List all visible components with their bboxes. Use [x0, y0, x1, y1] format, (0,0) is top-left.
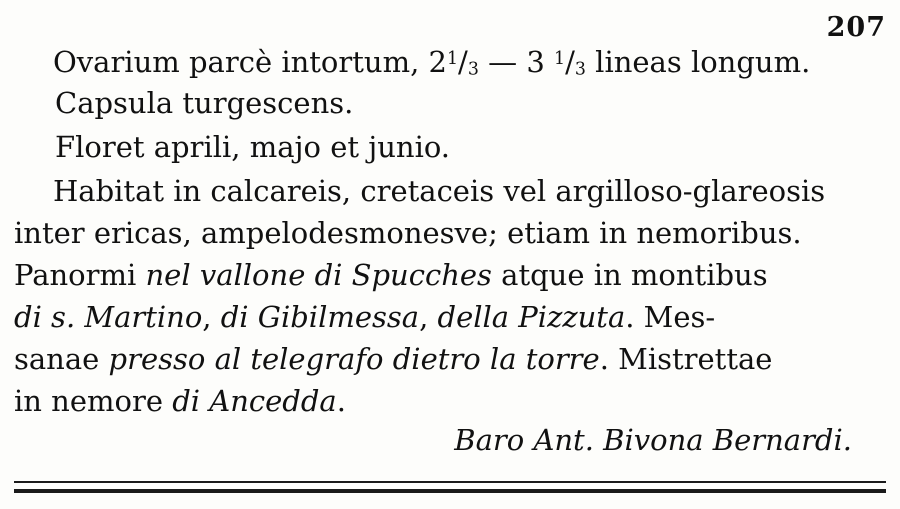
fraction-1-numerator: 1 [446, 49, 459, 69]
fraction-2: $^1/_3$ [554, 44, 586, 80]
text-line-nemore [14, 383, 346, 419]
pizzuta-italic: della Pizzuta [437, 300, 626, 334]
text-line-floret: Floret aprili, majo et junio. [55, 130, 451, 164]
divider-rule-thick [14, 489, 886, 493]
fraction-2-numerator: 1 [554, 49, 566, 69]
martino-sep-1: , [202, 300, 221, 334]
panormi-italic: nel vallone di Spucches [145, 258, 492, 292]
nemore-italic: di Ancedda [172, 384, 337, 418]
text-line-panormi [14, 257, 768, 293]
panormi-text-b: atque in montibus [491, 258, 768, 292]
fraction-1-denominator: 3 [467, 59, 479, 80]
sanae-text-a: sanae [14, 342, 109, 376]
text-line-martino [14, 299, 715, 335]
sanae-italic: presso al telegrafo dietro la torre [108, 342, 600, 376]
text-line-ovarium [53, 41, 810, 87]
page-number: 207 [826, 12, 886, 43]
martino-text-end: . Mes- [625, 300, 716, 334]
sanae-text-b: . Mistrettae [599, 342, 773, 376]
panormi-text-a: Panormi [14, 258, 146, 292]
nemore-text-a: in nemore [14, 384, 173, 418]
text-line-sanae [14, 341, 772, 377]
ovarium-text-a: Ovarium parcè intortum, 2 [53, 44, 447, 79]
fraction-2-denominator: 3 [574, 59, 586, 80]
martino-italic: di s. Martino [14, 300, 203, 334]
divider-rule-thin [14, 481, 886, 483]
martino-sep-2: , [419, 300, 438, 334]
ovarium-text-b: — 3 [478, 44, 555, 79]
fraction-1: $^1/_3$ [446, 44, 479, 80]
gibilmessa-italic: di Gibilmessa [220, 300, 420, 334]
author-signature: Baro Ant. Bivona Bernardi. [454, 423, 852, 457]
text-line-capsula: Capsula turgescens. [55, 86, 354, 120]
text-line-inter: inter ericas, ampelodesmonesve; etiam in nemoribus. [14, 216, 802, 250]
ovarium-text-c: lineas longum. [585, 44, 811, 79]
text-line-habitat: Habitat in calcareis, cretaceis vel argilloso-glareosis [53, 174, 826, 208]
nemore-text-b: . [336, 384, 346, 418]
